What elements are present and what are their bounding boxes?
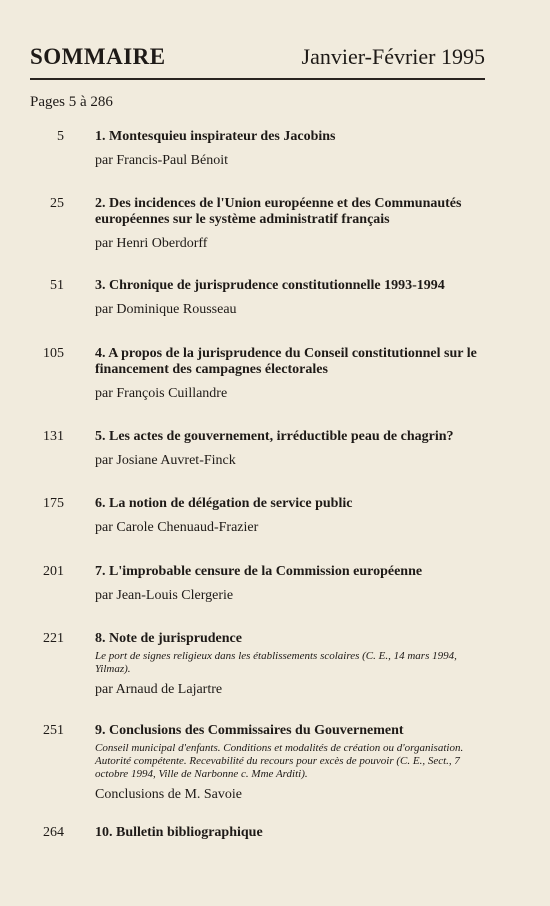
entry-title: 3. Chronique de jurisprudence constitutionnelle 1993-1994 [95, 278, 445, 293]
entry-page-number: 51 [50, 278, 64, 293]
entry-page-number: 131 [43, 429, 64, 444]
entry-author: par Josiane Auvret-Finck [95, 453, 236, 468]
entry-title: 7. L'improbable censure de la Commission européenne [95, 564, 423, 579]
entry-author: par Arnaud de Lajartre [95, 682, 223, 697]
entry-subject-note: Le port de signes religieux dans les établissements scolaires (C. E., 14 mars 1994, Yilmaz). [95, 650, 457, 675]
entry-title: 9. Conclusions des Commissaires du Gouvernement [95, 723, 404, 738]
entry-author: par Henri Oberdorff [95, 236, 208, 251]
entry-author: Conclusions de M. Savoie [95, 787, 242, 802]
entry-author: par Carole Chenuaud-Frazier [95, 520, 259, 535]
entry-page-number: 5 [57, 129, 64, 144]
entry-author: par Jean-Louis Clergerie [95, 588, 234, 603]
entry-title: 1. Montesquieu inspirateur des Jacobins [95, 129, 336, 144]
entry-page-number: 105 [43, 346, 64, 361]
entry-author: par Francis-Paul Bénoit [95, 153, 228, 168]
entry-page-number: 201 [43, 564, 64, 579]
entry-title: 6. La notion de délégation de service public [95, 496, 353, 511]
entry-subject-note: Conseil municipal d'enfants. Conditions et modalités de création ou d'organisation. Autorité compétente. Recevabilité du recours pour excès de pouvoir (C. E., Sect., 7 octobre 1994, Ville de Narbonne c. Mme Arditi). [95, 742, 464, 780]
entry-page-number: 264 [43, 825, 64, 840]
header-rule [30, 78, 485, 80]
page-header [30, 44, 485, 74]
entry-title: 4. A propos de la jurisprudence du Conseil constitutionnel sur le financement des campagnes électorales [95, 346, 477, 377]
entry-title: 5. Les actes de gouvernement, irréductible peau de chagrin? [95, 429, 454, 444]
entry-title: 10. Bulletin bibliographique [95, 825, 263, 840]
entry-title: 8. Note de jurisprudence [95, 631, 242, 646]
entry-page-number: 25 [50, 196, 64, 211]
entry-page-number: 251 [43, 723, 64, 738]
entry-author: par François Cuillandre [95, 386, 228, 401]
entry-author: par Dominique Rousseau [95, 302, 237, 317]
entry-page-number: 221 [43, 631, 64, 646]
entry-page-number: 175 [43, 496, 64, 511]
entry-title: 2. Des incidences de l'Union européenne et des Communautés européennes sur le système administratif français [95, 196, 462, 227]
page-range: Pages 5 à 286 [30, 94, 113, 110]
page-title: SOMMAIRE [30, 44, 166, 69]
issue-date: Janvier-Février 1995 [301, 44, 485, 69]
